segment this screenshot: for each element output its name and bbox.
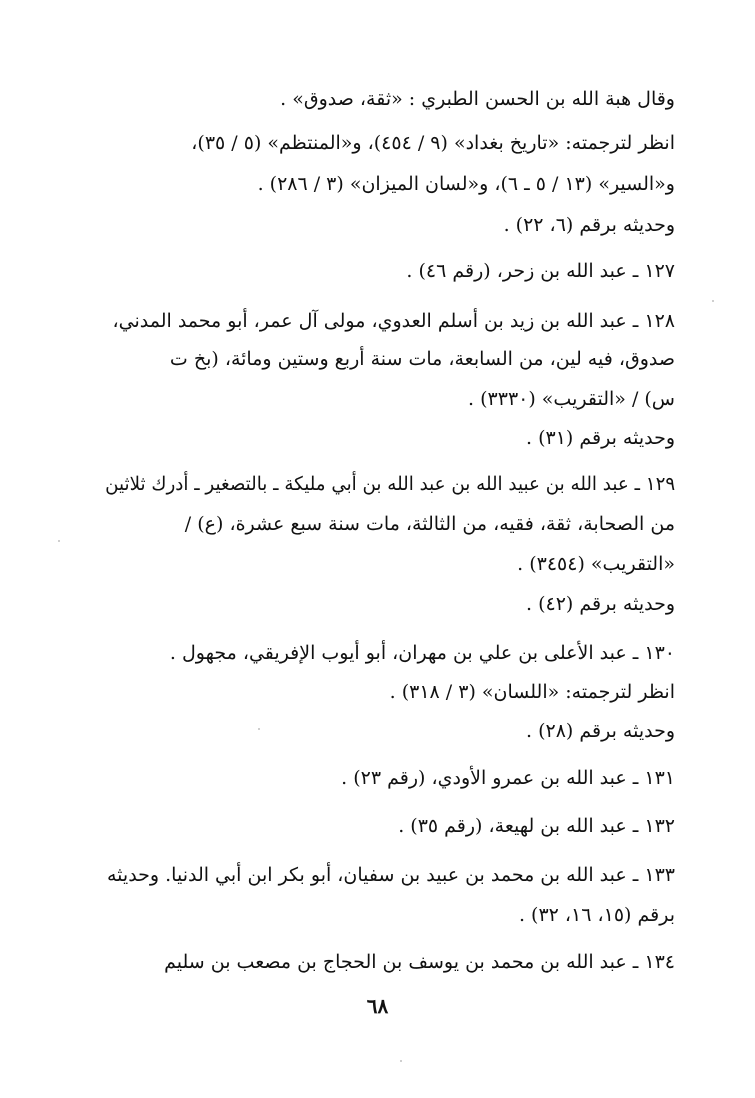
entry-heading: ١٢٩ ـ عبد الله بن عبيد الله بن عبد الله بن أبي مليكة ـ بالتصغير ـ أدرك ثلاثين xyxy=(104,473,675,495)
scan-speck xyxy=(58,540,60,542)
text-line: برقم (١٥، ١٦، ٣٢) . xyxy=(518,904,675,926)
text-line: صدوق، فيه لين، من السابعة، مات سنة أربع وستين ومائة، (بخ ت xyxy=(169,348,675,370)
text-line: «التقريب» (٣٤٥٤) . xyxy=(517,553,675,575)
entry-heading: ١٣٠ ـ عبد الأعلى بن علي بن مهران، أبو أيوب الإفريقي، مجهول . xyxy=(169,642,675,664)
scan-speck xyxy=(258,728,260,730)
page-number: ٦٨ xyxy=(366,994,389,1018)
text-line: وحديثه برقم (٦، ٢٢) . xyxy=(503,214,675,236)
entry-heading: ١٣٣ ـ عبد الله بن محمد بن عبيد بن سفيان، أبو بكر ابن أبي الدنيا. وحديثه xyxy=(106,864,675,886)
entry-heading: ١٢٧ ـ عبد الله بن زحر، (رقم ٤٦) . xyxy=(406,260,675,282)
text-line: انظر لترجمته: «تاريخ بغداد» (٩ / ٤٥٤)، و«المنتظم» (٥ / ٣٥)، xyxy=(191,132,675,154)
text-line: وحديثه برقم (٢٨) . xyxy=(525,720,675,742)
scan-speck xyxy=(400,1060,402,1062)
text-line: من الصحابة، ثقة، فقيه، من الثالثة، مات سنة سبع عشرة، (ع) / xyxy=(184,513,675,535)
entry-heading: ١٢٨ ـ عبد الله بن زيد بن أسلم العدوي، مولى آل عمر، أبو محمد المدني، xyxy=(112,310,675,332)
entry-heading: ١٣١ ـ عبد الله بن عمرو الأودي، (رقم ٢٣) . xyxy=(341,767,675,789)
text-line: وقال هبة الله بن الحسن الطبري : «ثقة، صدوق» . xyxy=(280,88,675,110)
text-line: س) / «التقريب» (٣٣٣٠) . xyxy=(468,388,675,410)
scan-speck xyxy=(712,300,714,302)
text-line: و«السير» (١٣ / ٥ ـ ٦)، و«لسان الميزان» (٣ / ٢٨٦) . xyxy=(257,173,675,195)
entry-heading: ١٣٤ ـ عبد الله بن محمد بن يوسف بن الحجاج بن مصعب بن سليم xyxy=(164,951,675,973)
entry-heading: ١٣٢ ـ عبد الله بن لهيعة، (رقم ٣٥) . xyxy=(398,815,675,837)
text-line: وحديثه برقم (٤٢) . xyxy=(525,593,675,615)
text-line: انظر لترجمته: «اللسان» (٣ / ٣١٨) . xyxy=(389,681,675,703)
text-line: وحديثه برقم (٣١) . xyxy=(525,427,675,449)
